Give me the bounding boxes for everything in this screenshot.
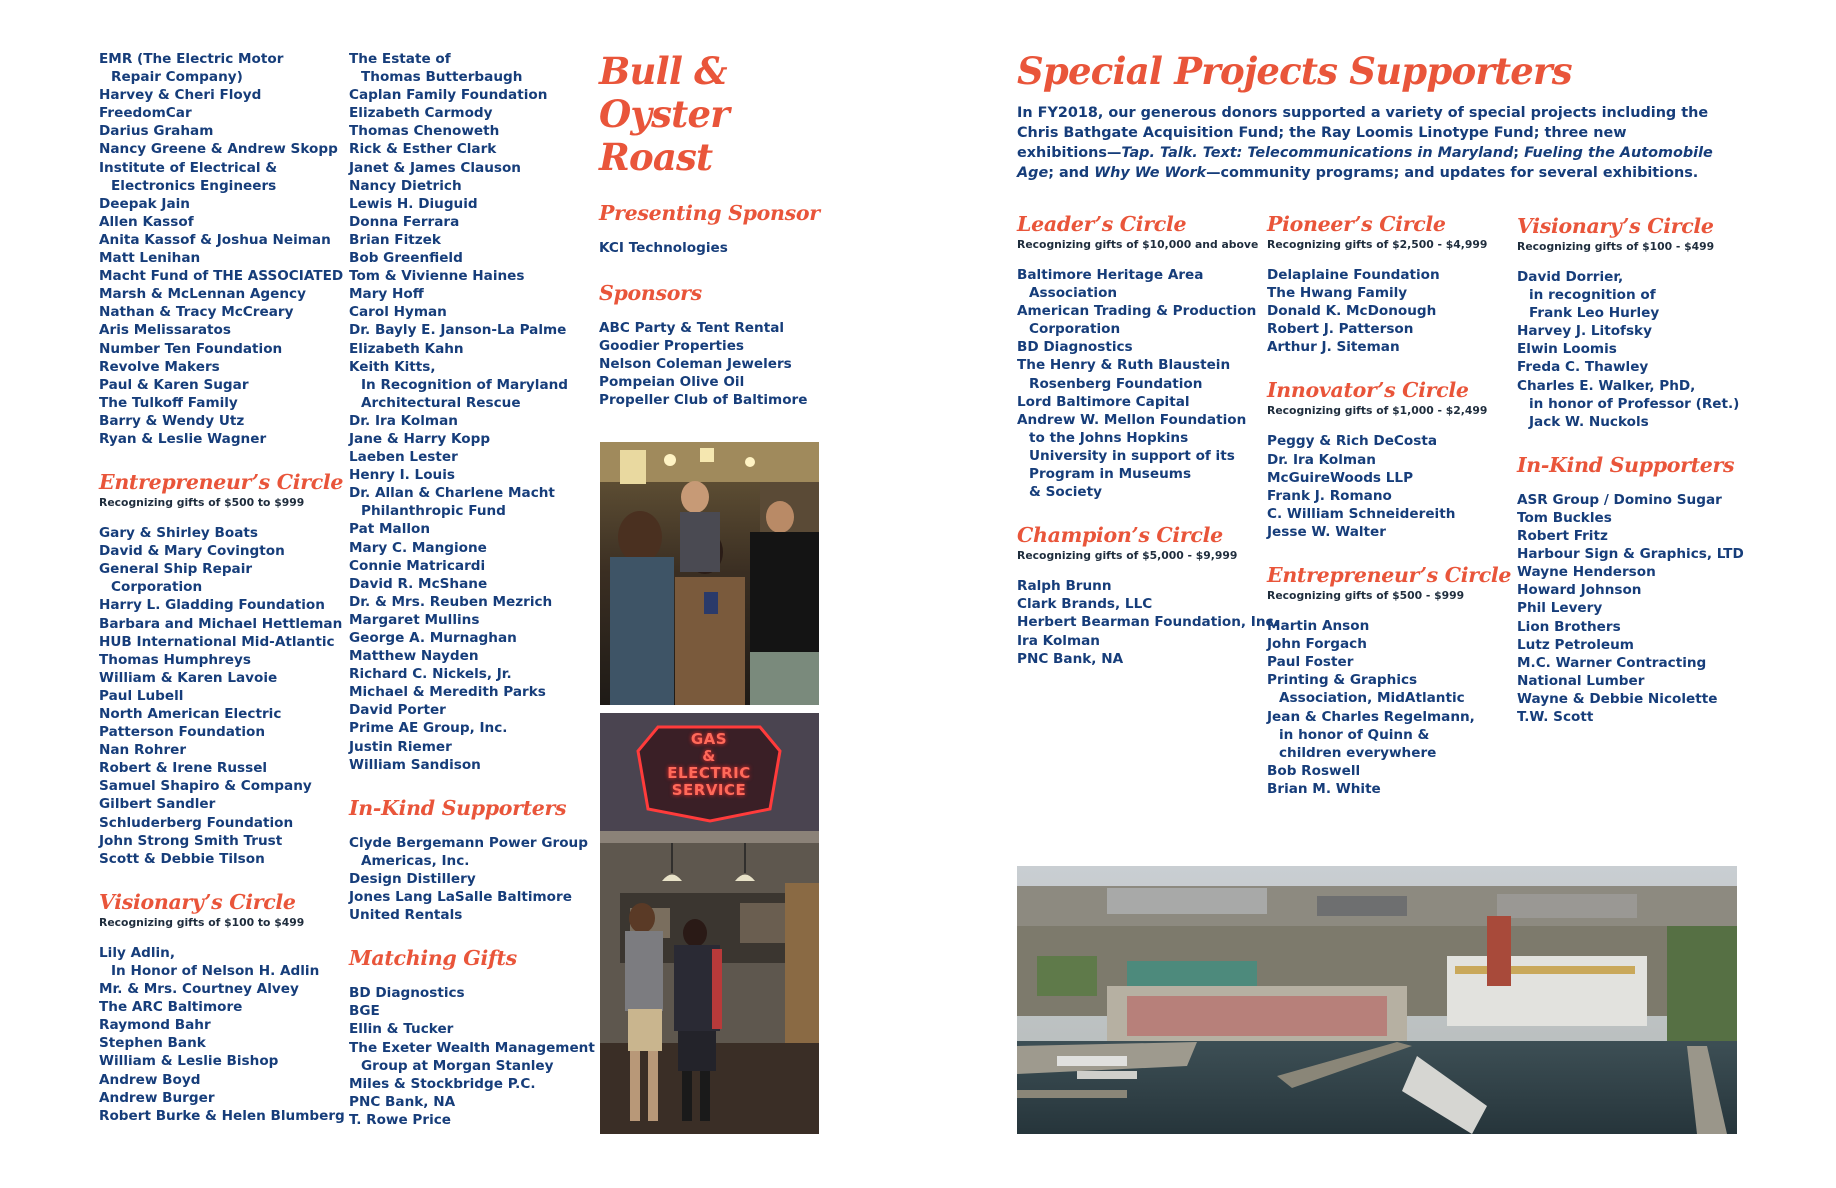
donor-name: C. William Schneidereith <box>1267 505 1456 522</box>
donor-name: Ryan & Leslie Wagner <box>99 430 267 447</box>
bull-oyster-section <box>599 50 829 410</box>
donor-name: The Estate of <box>349 51 451 67</box>
donor-name: Robert Burke & Helen Blumberg <box>99 1107 345 1124</box>
gift-range-special-visionary: Recognizing gifts of $100 - $499 <box>1517 240 1715 253</box>
donor-name: Brian M. White <box>1267 780 1381 797</box>
donor-name: in recognition of <box>1529 287 1656 304</box>
donor-name: Anita Kassof & Joshua Neiman <box>99 231 331 248</box>
donor-name: Paul Foster <box>1267 654 1354 671</box>
donor-name: Deepak Jain <box>99 195 190 212</box>
donor-name: Dr. Bayly E. Janson-La Palme <box>349 322 567 339</box>
donor-name: Tom Buckles <box>1517 509 1612 526</box>
donor-name: Scott & Debbie Tilson <box>99 850 265 867</box>
donor-name: Nancy Dietrich <box>349 177 462 194</box>
donor-name: in honor of Professor (Ret.) <box>1529 395 1740 412</box>
donor-name: Paul & Karen Sugar <box>99 376 249 393</box>
donor-name: Pat Mallon <box>349 521 431 538</box>
donor-list-col2-top <box>349 50 589 774</box>
donor-name: Elwin Loomis <box>1517 341 1617 358</box>
donor-list-pioneers <box>1267 266 1507 356</box>
donor-name: The Exeter Wealth Management <box>349 1039 595 1056</box>
donor-name: Connie Matricardi <box>349 557 486 574</box>
donor-name: Dr. Allan & Charlene Macht <box>349 485 555 502</box>
special-column-a <box>1017 212 1279 668</box>
donor-name: Frank Leo Hurley <box>1529 305 1660 322</box>
donor-name: Howard Johnson <box>1517 582 1642 599</box>
donor-name: Thomas Chenoweth <box>349 123 500 140</box>
donor-name: In Recognition of Maryland <box>361 376 569 393</box>
donor-name: Paul Lubell <box>99 687 184 704</box>
donor-name: Number Ten Foundation <box>99 340 283 357</box>
donor-name: Brian Fitzek <box>349 231 441 248</box>
donor-name: David R. McShane <box>349 575 488 592</box>
donor-name: Association, MidAtlantic <box>1279 690 1465 707</box>
aerial-harbor-photo <box>1017 866 1737 1134</box>
special-column-b <box>1267 212 1512 798</box>
donor-name: David Dorrier, <box>1517 269 1624 285</box>
donor-name: Donna Ferrara <box>349 213 460 230</box>
donor-name: Arthur J. Siteman <box>1267 339 1400 356</box>
donor-name: Raymond Bahr <box>99 1017 211 1034</box>
donor-list-champions <box>1017 577 1279 667</box>
donor-name: Group at Morgan Stanley <box>361 1057 554 1074</box>
special-projects-title: Special Projects Supporters <box>1017 49 1572 93</box>
donor-name: Freda C. Thawley <box>1517 359 1649 376</box>
donor-name: ABC Party & Tent Rental <box>599 320 785 337</box>
bull-oyster-title-line1: Bull & Oyster <box>599 49 729 136</box>
donor-name: Janet & James Clauson <box>349 159 521 176</box>
donor-name: Frank J. Romano <box>1267 487 1392 504</box>
gift-range-visionary: Recognizing gifts of $100 to $499 <box>99 915 305 929</box>
donor-name: Michael & Meredith Parks <box>349 684 546 701</box>
donor-name: Rosenberg Foundation <box>1029 375 1203 392</box>
presenting-sponsor-list <box>599 239 829 257</box>
event-photo-crowd <box>600 442 819 705</box>
neon-sign-text: GAS & ELECTRIC SERVICE <box>667 730 751 799</box>
donor-name: Keith Kitts, <box>349 358 436 375</box>
heading-matching-gifts: Matching Gifts <box>349 946 517 971</box>
heading-special-visionarys-circle: Visionary’s Circle <box>1517 214 1714 238</box>
donor-name: Allen Kassof <box>99 213 194 230</box>
donor-name: Rick & Esther Clark <box>349 141 497 158</box>
donor-name: Elizabeth Carmody <box>349 105 493 122</box>
donor-name: Mr. & Mrs. Courtney Alvey <box>99 981 299 998</box>
donor-name: Pompeian Olive Oil <box>599 374 745 391</box>
donor-name: KCI Technologies <box>599 240 728 256</box>
donor-name: Herbert Bearman Foundation, Inc. <box>1017 614 1279 631</box>
donor-name: HUB International Mid-Atlantic <box>99 633 335 650</box>
donor-name: in honor of Quinn & <box>1279 726 1430 743</box>
donor-list-special-visionary <box>1517 268 1757 431</box>
donor-name: Wayne & Debbie Nicolette <box>1517 690 1718 707</box>
donor-name: Wayne Henderson <box>1517 564 1656 581</box>
heading-pioneers-circle: Pioneer’s Circle <box>1267 212 1446 236</box>
donor-name: United Rentals <box>349 907 463 924</box>
donor-name: The Henry & Ruth Blaustein <box>1017 357 1231 374</box>
donor-name: Bob Greenfield <box>349 250 463 267</box>
donor-name: Corporation <box>111 579 203 596</box>
donor-name: Ellin & Tucker <box>349 1021 454 1038</box>
donor-name: Mary Hoff <box>349 286 424 303</box>
donor-name: Institute of Electrical & <box>99 159 278 176</box>
donor-name: BGE <box>349 1003 380 1020</box>
donor-name: The Hwang Family <box>1267 285 1408 302</box>
donor-name: BD Diagnostics <box>1017 339 1133 356</box>
special-projects-intro: In FY2018, our generous donors supported a variety of special projects including the Chris Bathgate Acquisition Fund; the Ray Loomis Linotype Fund; three new exhibitions—Tap. Talk. Text: Telecommunications in Maryland; Fueling the Automobile Age; and Why We Work—community programs; and updates for several exhibitions. <box>1017 105 1713 181</box>
donor-name: to the Johns Hopkins <box>1029 429 1189 446</box>
donor-name: Printing & Graphics <box>1267 672 1418 689</box>
donor-name: Thomas Humphreys <box>99 651 251 668</box>
heading-special-entrepreneurs-circle: Entrepreneur’s Circle <box>1267 563 1512 588</box>
donor-name: Dr. & Mrs. Reuben Mezrich <box>349 593 553 610</box>
donor-name: Andrew Burger <box>99 1089 215 1106</box>
donor-name: Harvey & Cheri Floyd <box>99 87 262 104</box>
donor-name: Jack W. Nuckols <box>1529 413 1649 430</box>
donor-name: William & Leslie Bishop <box>99 1053 279 1070</box>
exhibit-photo-neon-sign <box>600 713 819 1134</box>
donor-name: Darius Graham <box>99 123 214 140</box>
donor-name: Laeben Lester <box>349 449 458 466</box>
gift-range-innovators: Recognizing gifts of $1,000 - $2,499 <box>1267 404 1488 418</box>
donor-name: General Ship Repair <box>99 561 253 578</box>
heading-presenting-sponsor: Presenting Sponsor <box>599 201 820 225</box>
heading-leaders-circle: Leader’s Circle <box>1017 212 1187 236</box>
donor-name: ASR Group / Domino Sugar <box>1517 491 1722 508</box>
donor-list-col1-top <box>99 50 344 448</box>
donor-name: Charles E. Walker, PhD, <box>1517 377 1696 394</box>
donor-name: Andrew W. Mellon Foundation <box>1017 411 1247 428</box>
donor-name: Margaret Mullins <box>349 611 480 628</box>
donor-name: Clark Brands, LLC <box>1017 596 1153 613</box>
donor-name: Repair Company) <box>111 69 243 86</box>
donor-list-visionary <box>99 944 345 1125</box>
donor-name: The Tulkoff Family <box>99 394 238 411</box>
donor-list-entrepreneurs <box>99 524 343 868</box>
donor-name: William & Karen Lavoie <box>99 669 278 686</box>
donor-name: Harbour Sign & Graphics, LTD <box>1517 546 1744 563</box>
donor-name: Carol Hyman <box>349 304 447 321</box>
donor-name: Barry & Wendy Utz <box>99 412 245 429</box>
heading-special-inkind-supporters: In-Kind Supporters <box>1517 452 1735 477</box>
donor-name: Richard C. Nickels, Jr. <box>349 666 512 683</box>
donor-name: Tom & Vivienne Haines <box>349 268 525 285</box>
donor-name: Association <box>1029 285 1118 302</box>
donor-name: Phil Levery <box>1517 600 1603 617</box>
donor-name: McGuireWoods LLP <box>1267 469 1414 486</box>
donor-name: The ARC Baltimore <box>99 999 243 1016</box>
donor-name: Dr. Ira Kolman <box>1267 451 1376 468</box>
gift-range-special-entrepreneurs: Recognizing gifts of $500 - $999 <box>1267 589 1465 603</box>
donor-name: Americas, Inc. <box>361 852 470 869</box>
donor-name: children everywhere <box>1279 744 1437 761</box>
donor-name: Henry I. Louis <box>349 467 455 484</box>
donor-name: Lutz Petroleum <box>1517 636 1634 653</box>
column-1 <box>99 50 345 1125</box>
donor-name: Marsh & McLennan Agency <box>99 286 306 303</box>
donor-name: Delaplaine Foundation <box>1267 267 1440 283</box>
column-2 <box>349 50 595 1129</box>
donor-name: Baltimore Heritage Area <box>1017 267 1204 283</box>
donor-name: John Forgach <box>1267 636 1367 653</box>
donor-name: Propeller Club of Baltimore <box>599 392 808 409</box>
donor-name: North American Electric <box>99 706 282 722</box>
donor-name: Program in Museums <box>1029 466 1192 483</box>
donor-name: T. Rowe Price <box>349 1111 452 1128</box>
donor-name: Andrew Boyd <box>99 1071 201 1088</box>
gift-range-entrepreneurs: Recognizing gifts of $500 to $999 <box>99 496 305 510</box>
special-column-c <box>1517 214 1757 726</box>
donor-name: Jesse W. Walter <box>1267 523 1386 540</box>
donor-name: & Society <box>1029 484 1103 501</box>
donor-name: John Strong Smith Trust <box>99 832 283 849</box>
donor-name: Thomas Butterbaugh <box>361 69 523 86</box>
donor-name: In Honor of Nelson H. Adlin <box>111 962 320 979</box>
donor-name: Miles & Stockbridge P.C. <box>349 1075 536 1092</box>
heading-innovators-circle: Innovator’s Circle <box>1267 378 1469 403</box>
donor-name: Martin Anson <box>1267 618 1370 635</box>
donor-name: Robert & Irene Russel <box>99 760 268 777</box>
donor-name: Lion Brothers <box>1517 618 1621 635</box>
donor-name: William Sandison <box>349 756 481 773</box>
donor-name: Justin Riemer <box>349 738 452 755</box>
donor-name: David & Mary Covington <box>99 543 285 560</box>
donor-name: Harvey J. Litofsky <box>1517 323 1652 340</box>
donor-name: Nan Rohrer <box>99 742 187 759</box>
donor-name: George A. Murnaghan <box>349 630 517 646</box>
donor-list-special-entrepreneurs <box>1267 617 1507 798</box>
donor-name: EMR (The Electric Motor <box>99 51 284 67</box>
donor-name: FreedomCar <box>99 105 192 122</box>
donor-name: Gary & Shirley Boats <box>99 525 258 542</box>
donor-name: Matt Lenihan <box>99 250 201 267</box>
donor-name: Design Distillery <box>349 870 476 887</box>
donor-name: Patterson Foundation <box>99 724 266 741</box>
donor-name: BD Diagnostics <box>349 985 465 1002</box>
donor-list-innovators <box>1267 432 1507 541</box>
donor-name: Harry L. Gladding Foundation <box>99 597 325 614</box>
donor-name: Aris Melissaratos <box>99 322 231 339</box>
donor-name: Peggy & Rich DeCosta <box>1267 433 1438 450</box>
donor-name: Nelson Coleman Jewelers <box>599 356 792 373</box>
donor-name: Architectural Rescue <box>361 394 521 411</box>
donor-name: Elizabeth Kahn <box>349 340 464 357</box>
donor-name: Barbara and Michael Hettleman <box>99 615 343 632</box>
donor-name: PNC Bank, NA <box>349 1093 456 1110</box>
donor-name: Ira Kolman <box>1017 632 1100 649</box>
donor-name: T.W. Scott <box>1517 708 1594 725</box>
donor-name: Goodier Properties <box>599 338 745 355</box>
donor-name: Stephen Bank <box>99 1035 206 1052</box>
heading-sponsors: Sponsors <box>599 281 702 306</box>
gift-range-leaders: Recognizing gifts of $10,000 and above <box>1017 238 1259 251</box>
donor-name: Jean & Charles Regelmann, <box>1267 708 1475 725</box>
donor-name: Robert J. Patterson <box>1267 321 1414 338</box>
donor-name: David Porter <box>349 702 446 719</box>
donor-name: Jane & Harry Kopp <box>349 430 491 447</box>
donor-name: PNC Bank, NA <box>1017 650 1124 667</box>
donor-name: National Lumber <box>1517 672 1645 689</box>
donor-name: American Trading & Production <box>1017 303 1257 320</box>
donor-name: Lord Baltimore Capital <box>1017 393 1190 410</box>
gift-range-champions: Recognizing gifts of $5,000 - $9,999 <box>1017 549 1238 563</box>
sponsor-list <box>599 319 829 409</box>
donor-name: Clyde Bergemann Power Group <box>349 834 588 851</box>
donor-list-leaders <box>1017 266 1257 501</box>
bull-oyster-title-line2: Roast <box>599 135 713 179</box>
donor-name: Gilbert Sandler <box>99 796 216 813</box>
heading-inkind-supporters: In-Kind Supporters <box>349 795 567 820</box>
donor-name: Lily Adlin, <box>99 944 175 961</box>
donor-name: Caplan Family Foundation <box>349 87 548 104</box>
donor-name: Jones Lang LaSalle Baltimore <box>349 889 572 906</box>
donor-name: Ralph Brunn <box>1017 578 1112 595</box>
gift-range-pioneers: Recognizing gifts of $2,500 - $4,999 <box>1267 238 1488 251</box>
donor-name: Corporation <box>1029 321 1121 338</box>
heading-visionarys-circle: Visionary’s Circle <box>99 889 296 914</box>
donor-name: Robert Fritz <box>1517 528 1608 545</box>
heading-entrepreneurs-circle: Entrepreneur’s Circle <box>99 470 344 495</box>
donor-name: Matthew Nayden <box>349 648 479 665</box>
donor-name: Dr. Ira Kolman <box>349 412 458 429</box>
donor-name: Prime AE Group, Inc. <box>349 720 508 737</box>
special-projects-header <box>1017 50 1717 183</box>
donor-name: Macht Fund of THE ASSOCIATED <box>99 268 344 285</box>
donor-name: Nancy Greene & Andrew Skopp <box>99 141 338 158</box>
donor-name: Bob Roswell <box>1267 762 1361 779</box>
donor-name: Samuel Shapiro & Company <box>99 778 312 795</box>
donor-name: Donald K. McDonough <box>1267 303 1437 320</box>
donor-name: University in support of its <box>1029 447 1235 464</box>
donor-name: Electronics Engineers <box>111 177 277 194</box>
heading-champions-circle: Champion’s Circle <box>1017 523 1223 548</box>
donor-name: Revolve Makers <box>99 358 220 375</box>
donor-name: Lewis H. Diuguid <box>349 195 478 212</box>
donor-list-inkind <box>349 834 589 924</box>
donor-list-matching <box>349 984 595 1129</box>
donor-list-special-inkind <box>1517 491 1757 726</box>
donor-name: M.C. Warner Contracting <box>1517 654 1707 671</box>
donor-name: Philanthropic Fund <box>361 503 506 520</box>
donor-name: Schluderberg Foundation <box>99 814 294 831</box>
donor-name: Nathan & Tracy McCreary <box>99 304 294 321</box>
donor-name: Mary C. Mangione <box>349 539 487 556</box>
